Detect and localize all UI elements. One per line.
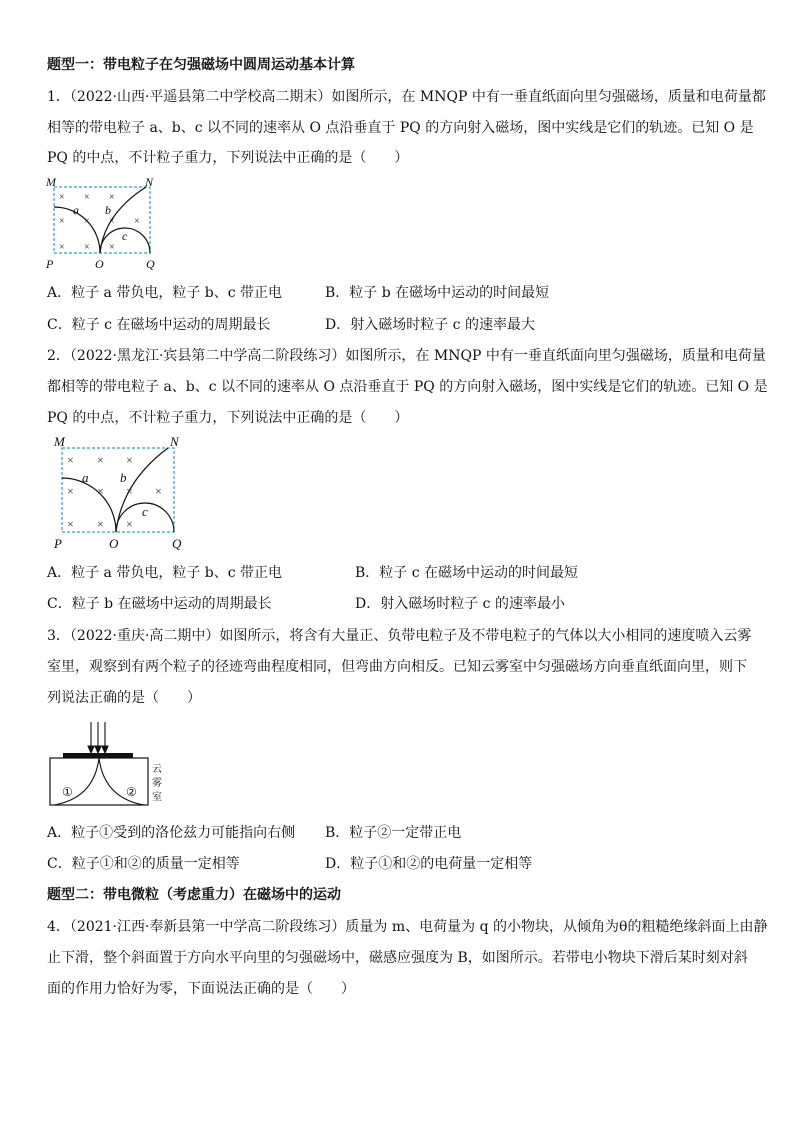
- q2-label-a: a: [82, 470, 89, 485]
- q3-label-particle-2: ②: [126, 785, 137, 799]
- q3-track-2: [99, 758, 144, 805]
- q1-label-P: P: [46, 257, 54, 271]
- q1-figure-magnetic-field: [44, 176, 164, 272]
- svg-text:×: ×: [155, 484, 162, 498]
- q1-option-c: C．粒子 c 在磁场中运动的周期最长: [47, 317, 271, 333]
- svg-text:×: ×: [84, 242, 90, 253]
- section-heading-1: 题型一：带电粒子在匀强磁场中圆周运动基本计算: [47, 57, 355, 73]
- q2-line-1: 2．（2022·黑龙江·宾县第二中学高二阶段练习）如图所示，在 MNQP 中有一垂直纸面向里匀强磁场，质量和电荷量: [47, 348, 766, 364]
- svg-text:×: ×: [97, 453, 104, 467]
- q1-option-d: D．射入磁场时粒子 c 的速率最大: [325, 317, 535, 333]
- svg-text:×: ×: [84, 192, 90, 203]
- q1-label-N: N: [145, 176, 154, 189]
- q2-label-P: P: [54, 536, 62, 551]
- q2-option-b: B．粒子 c 在磁场中运动的时间最短: [355, 565, 579, 581]
- q2-label-O: O: [109, 536, 119, 551]
- q2-line-2: 都相等的带电粒子 a、b、c 以不同的速率从 O 点沿垂直于 PQ 的方向射入磁场，图中实线是它们的轨迹。已知 O 是: [47, 379, 768, 395]
- q3-label-cloud-2: 雾: [152, 778, 162, 789]
- q2-option-a: A．粒子 a 带负电，粒子 b、c 带正电: [47, 565, 283, 581]
- q1-option-b: B．粒子 b 在磁场中运动的时间最短: [325, 285, 550, 301]
- q3-arrows: [88, 722, 108, 753]
- q1-label-a: a: [73, 203, 79, 217]
- q3-label-particle-1: ①: [62, 785, 73, 799]
- q1-label-c: c: [122, 229, 128, 243]
- svg-text:×: ×: [67, 453, 74, 467]
- q3-figure-cloud-chamber: [47, 718, 172, 810]
- q1-line-3: PQ 的中点，不计粒子重力，下列说法中正确的是（ ）: [47, 150, 409, 166]
- svg-text:×: ×: [67, 484, 74, 498]
- svg-text:×: ×: [109, 242, 115, 253]
- svg-text:×: ×: [67, 517, 74, 531]
- svg-text:×: ×: [134, 216, 140, 227]
- q3-label-cloud-3: 室: [152, 792, 162, 803]
- q1-label-Q: Q: [146, 257, 155, 271]
- q2-label-M: M: [54, 436, 65, 449]
- svg-text:×: ×: [109, 216, 115, 227]
- q3-option-c: C．粒子①和②的质量一定相等: [47, 856, 240, 872]
- q2-figure-magnetic-field: [50, 436, 195, 552]
- q3-option-b: B．粒子②一定带正电: [325, 825, 462, 841]
- q2-label-Q: Q: [172, 536, 182, 551]
- q3-line-1: 3．（2022·重庆·高二期中）如图所示，将含有大量正、负带电粒子及不带电粒子的气体以大小相同的速度喷入云雾: [47, 628, 752, 644]
- q3-label-cloud-1: 云: [152, 764, 162, 775]
- q1-option-a: A．粒子 a 带负电，粒子 b、c 带正电: [47, 285, 283, 301]
- q4-line-2: 止下滑，整个斜面置于方向水平向里的匀强磁场中，磁感应强度为 B，如图所示。若带电小物块下滑后某时刻对斜: [47, 950, 748, 966]
- q4-line-1: 4．（2021·江西·奉新县第一中学高二阶段练习）质量为 m、电荷量为 q 的小物块，从倾角为θ的粗糙绝缘斜面上由静: [47, 919, 768, 935]
- q1-label-M: M: [46, 176, 56, 189]
- svg-text:×: ×: [59, 192, 65, 203]
- q1-line-1: 1．（2022·山西·平遥县第二中学校高二期末）如图所示，在 MNQP 中有一垂直纸面向里匀强磁场，质量和电荷量都: [47, 89, 766, 105]
- q3-line-3: 列说法正确的是（ ）: [47, 690, 201, 706]
- q1-label-b: b: [105, 203, 111, 217]
- q3-nozzle-plate: [63, 753, 133, 758]
- svg-text:×: ×: [126, 517, 133, 531]
- svg-text:×: ×: [126, 484, 133, 498]
- svg-text:×: ×: [59, 242, 65, 253]
- q3-line-2: 室里，观察到有两个粒子的径迹弯曲程度相同，但弯曲方向相反。已知云雾室中匀强磁场方向垂直纸面向里，则下: [47, 659, 747, 675]
- q3-option-d: D．粒子①和②的电荷量一定相等: [325, 856, 533, 872]
- q2-option-c: C．粒子 b 在磁场中运动的周期最长: [47, 596, 272, 612]
- svg-text:×: ×: [59, 216, 65, 227]
- svg-text:×: ×: [84, 216, 90, 227]
- q2-line-3: PQ 的中点，不计粒子重力，下列说法中正确的是（ ）: [47, 410, 409, 426]
- q2-option-d: D．射入磁场时粒子 c 的速率最小: [355, 596, 565, 612]
- section-heading-2: 题型二：带电微粒（考虑重力）在磁场中的运动: [47, 887, 341, 903]
- q2-label-b: b: [120, 470, 127, 485]
- q3-track-1: [54, 758, 99, 805]
- q4-line-3: 面的作用力恰好为零，下面说法正确的是（ ）: [47, 981, 355, 997]
- q1-line-2: 相等的带电粒子 a、b、c 以不同的速率从 O 点沿垂直于 PQ 的方向射入磁场，图中实线是它们的轨迹。已知 O 是: [47, 120, 754, 136]
- q1-label-O: O: [95, 257, 104, 271]
- q3-option-a: A．粒子①受到的洛伦兹力可能指向右侧: [47, 825, 296, 841]
- svg-text:×: ×: [97, 517, 104, 531]
- q2-label-c: c: [142, 504, 148, 519]
- svg-text:×: ×: [97, 484, 104, 498]
- svg-text:×: ×: [109, 192, 115, 203]
- svg-text:×: ×: [126, 453, 133, 467]
- q2-label-N: N: [170, 436, 179, 449]
